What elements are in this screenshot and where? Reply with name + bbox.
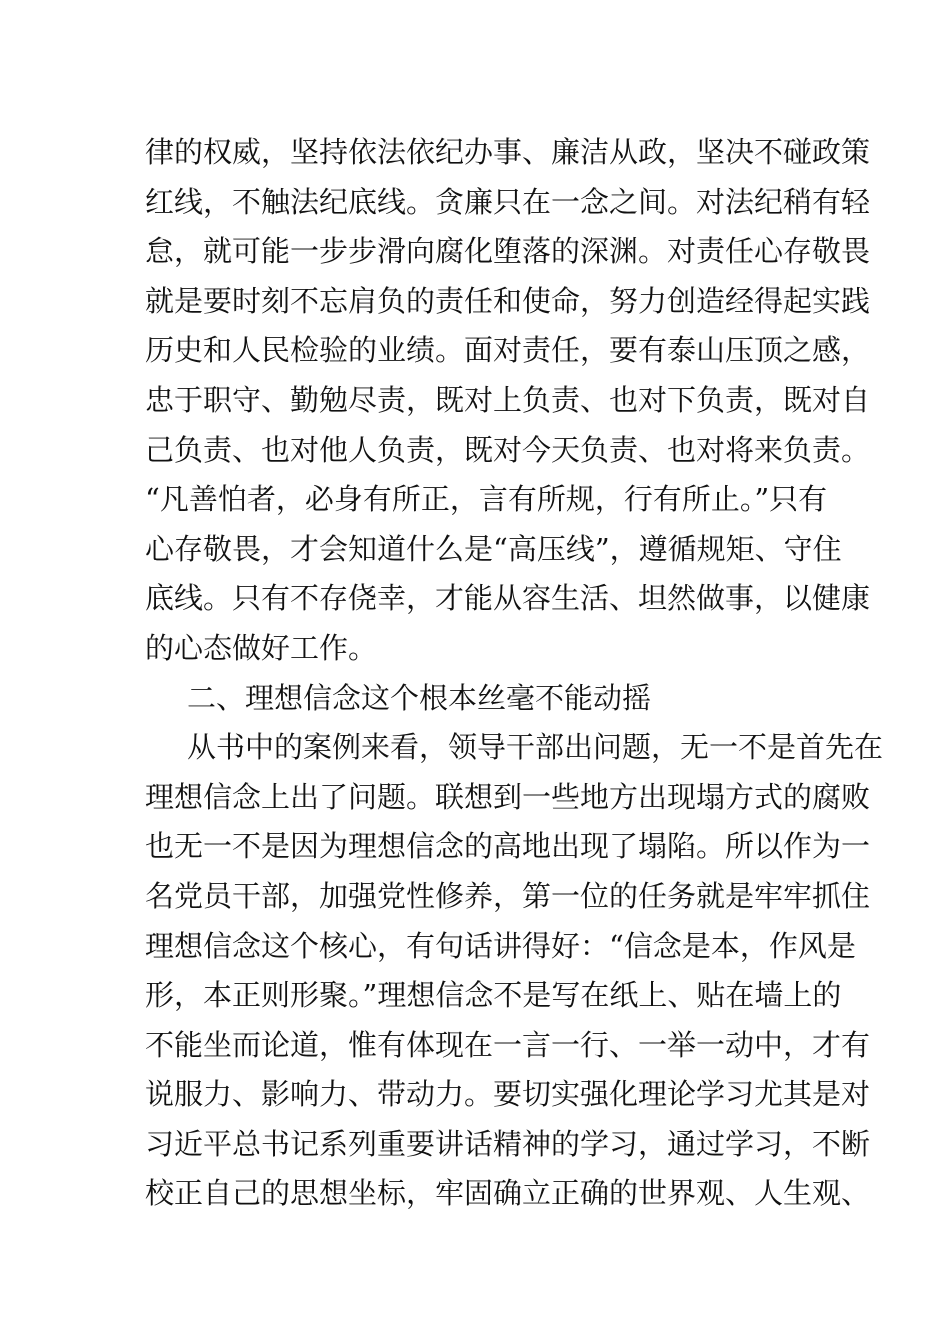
text-line: 也无一不是因为理想信念的高地出现了塌陷。所以作为一: [145, 829, 871, 864]
text-line: 名党员干部，加强党性修养，第一位的任务就是牢牢抓住: [145, 878, 871, 913]
text-line: 不能坐而论道，惟有体现在一言一行、一举一动中，才有: [145, 1027, 871, 1062]
text-line: 理想信念这个核心，有句话讲得好：“信念是本，作风是: [145, 928, 856, 963]
text-line: 校正自己的思想坐标，牢固确立正确的世界观、人生观、: [145, 1176, 871, 1211]
text-line: 习近平总书记系列重要讲话精神的学习，通过学习，不断: [145, 1126, 871, 1161]
text-line: 的心态做好工作。: [145, 630, 378, 665]
section-heading: 二、理想信念这个根本丝毫不能动摇: [187, 680, 652, 715]
text-line: 己负责、也对他人负责，既对今天负责、也对将来负责。: [145, 432, 871, 467]
text-line: 就是要时刻不忘肩负的责任和使命，努力创造经得起实践: [145, 283, 871, 318]
body-text: [145, 128, 884, 1219]
text-line: 忠于职守、勤勉尽责，既对上负责、也对下负责，既对自: [145, 382, 871, 417]
text-line: 说服力、影响力、带动力。要切实强化理论学习尤其是对: [145, 1077, 871, 1112]
text-line: 从书中的案例来看，领导干部出问题，无一不是首先在: [187, 730, 884, 765]
text-line: 形，本正则形聚。”理想信念不是写在纸上、贴在墙上的: [145, 978, 842, 1013]
text-line: 怠，就可能一步步滑向腐化堕落的深渊。对责任心存敬畏: [145, 234, 871, 269]
text-line: 心存敬畏，才会知道什么是“高压线”，遵循规矩、守住: [145, 531, 842, 566]
text-line: 律的权威，坚持依法依纪办事、廉洁从政，坚决不碰政策: [145, 135, 871, 169]
text-line: 红线，不触法纪底线。贪廉只在一念之间。对法纪稍有轻: [145, 184, 871, 219]
text-line: “凡善怕者，必身有所正，言有所规，行有所止。”只有: [145, 482, 828, 517]
text-line: 底线。只有不存侥幸，才能从容生活、坦然做事，以健康: [145, 581, 871, 616]
text-line: 历史和人民检验的业绩。面对责任，要有泰山压顶之感，: [145, 333, 871, 368]
text-line: 理想信念上出了问题。联想到一些地方出现塌方式的腐败: [145, 779, 871, 814]
